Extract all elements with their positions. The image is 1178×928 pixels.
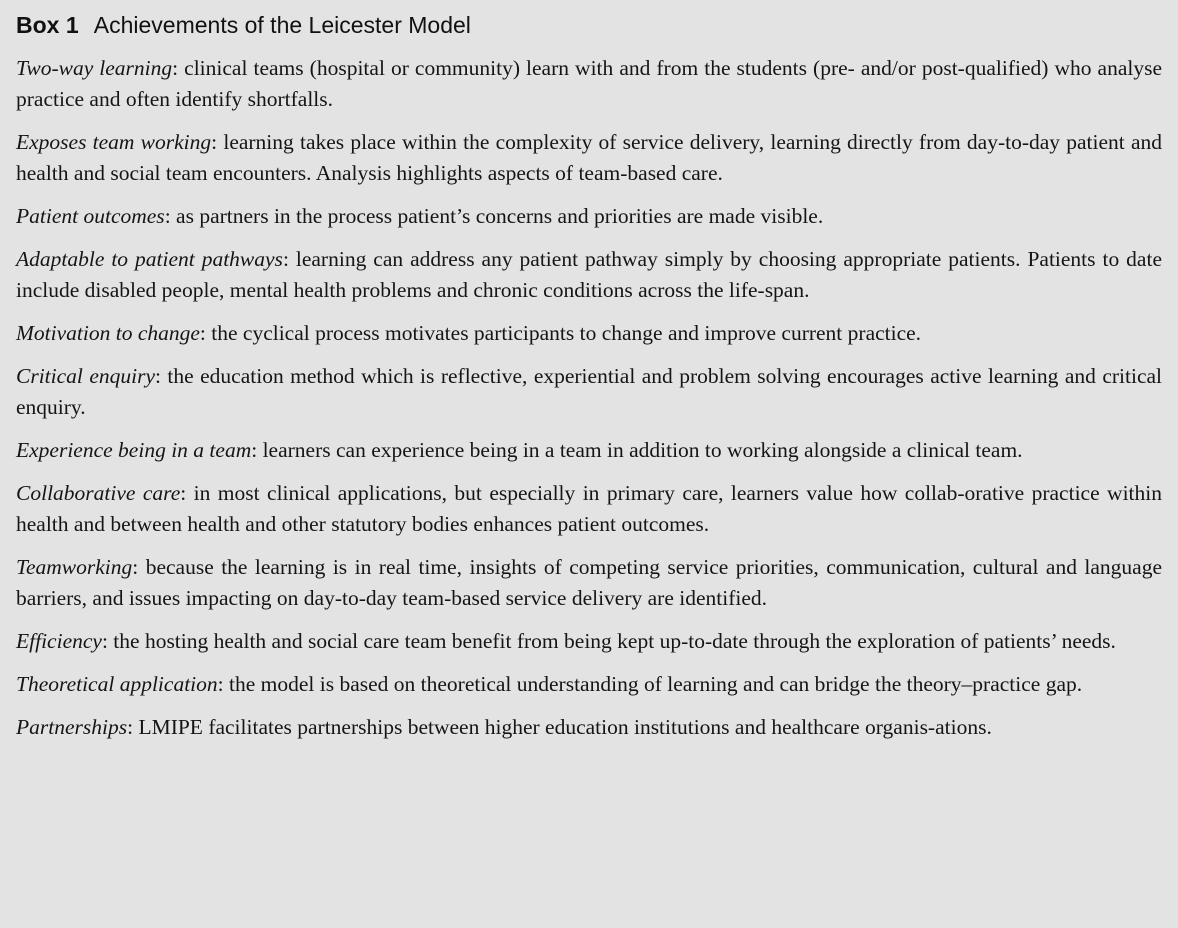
entry-text: : clinical teams (hospital or community) learn with and from the students (pre- and/or post-qualified) who analyse practice and often identify shortfalls.: [16, 56, 1162, 111]
entry-motivation-to-change: [16, 318, 1162, 349]
box-title: Achievements of the Leicester Model: [93, 12, 471, 38]
entry-text: : learning takes place within the complexity of service delivery, learning directly from day-to-day patient and health and social team encounters. Analysis highlights aspects of team-based care.: [16, 130, 1163, 185]
entry-critical-enquiry: [16, 361, 1162, 423]
entry-text: : the cyclical process motivates participants to change and improve current practice.: [199, 321, 922, 345]
entry-term: Motivation to change: [16, 321, 200, 345]
entry-text: : learning can address any patient pathway simply by choosing appropriate patients. Patients to date include disabled people, mental health problems and chronic conditions across the life-span.: [16, 247, 1162, 302]
entry-adaptable-to-patient-pathways: [16, 244, 1162, 306]
entry-term: Partnerships: [16, 715, 128, 739]
entry-partnerships: [16, 712, 1162, 743]
entry-efficiency: [16, 626, 1162, 657]
entry-collaborative-care: [16, 478, 1162, 540]
entry-text: : the hosting health and social care team benefit from being kept up-to-date through the exploration of patients’ needs.: [101, 629, 1116, 653]
box-label: Box 1: [16, 12, 79, 38]
entry-text: : the education method which is reflective, experiential and problem solving encourages active learning and critical enquiry.: [16, 364, 1162, 419]
entry-exposes-team-working: [16, 127, 1162, 189]
entry-term: Exposes team working: [16, 130, 212, 154]
entry-term: Adaptable to patient pathways: [16, 247, 283, 271]
entry-experience-being-in-a-team: [16, 435, 1162, 466]
entry-term: Patient outcomes: [16, 204, 165, 228]
entry-text: : learners can experience being in a team in addition to working alongside a clinical team.: [251, 438, 1023, 462]
entry-term: Critical enquiry: [16, 364, 156, 388]
entry-text: : LMIPE facilitates partnerships between higher education institutions and healthcare organis-ations.: [127, 715, 992, 739]
entry-text: : as partners in the process patient’s concerns and priorities are made visible.: [164, 204, 824, 228]
entry-theoretical-application: [16, 669, 1162, 700]
entry-term: Two-way learning: [16, 56, 173, 80]
entry-term: Teamworking: [16, 555, 133, 579]
entry-two-way-learning: [16, 53, 1162, 115]
box-heading: [16, 10, 1162, 40]
entry-term: Theoretical application: [16, 672, 218, 696]
entry-term: Efficiency: [16, 629, 102, 653]
entry-term: Collaborative care: [16, 481, 181, 505]
entry-patient-outcomes: [16, 201, 1162, 232]
entry-term: Experience being in a team: [16, 438, 252, 462]
entry-text: : because the learning is in real time, insights of competing service priorities, communication, cultural and language barriers, and issues impacting on day-to-day team-based service delivery are identified.: [16, 555, 1162, 610]
entry-text: : the model is based on theoretical understanding of learning and can bridge the theory–practice gap.: [217, 672, 1083, 696]
entry-text: : in most clinical applications, but especially in primary care, learners value how collab-orative practice within health and between health and other statutory bodies enhances patient outcomes.: [16, 481, 1162, 536]
entry-teamworking: [16, 552, 1162, 614]
